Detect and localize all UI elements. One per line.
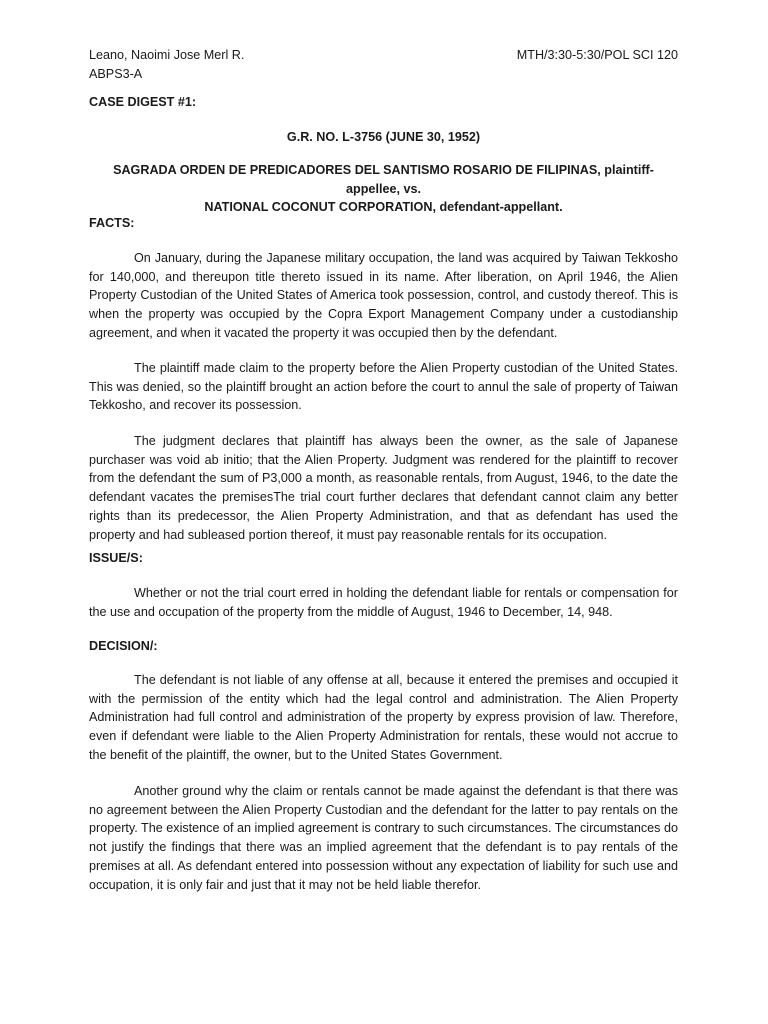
decision-paragraph: The defendant is not liable of any offense at all, because it entered the premises and occupied it with the permission of the entity which had the legal control and administration. The Alien Property Administration had full control and administration of the property by express provision of law. Therefore, even if defendant were liable to the Alien Property Administration for rentals, these would not accrue to the benefit of the plaintiff, the owner, but to the United States Government. (89, 673, 678, 762)
plaintiff-name: SAGRADA ORDEN DE PREDICADORES DEL SANTISMO ROSARIO DE FILIPINAS, (113, 163, 601, 177)
digest-label: CASE DIGEST #1: (89, 95, 197, 109)
class-schedule: MTH/3:30-5:30/POL SCI 120 (516, 48, 678, 62)
facts-heading: FACTS: (89, 216, 135, 230)
facts-paragraph: On January, during the Japanese military occupation, the land was acquired by Taiwan Tekkosho for 140,000, and thereupon title thereto issued in its name. After liberation, on April 1946, the Alien Property Custodian of the United States of America took possession, control, and custody thereof. This is when the property was occupied by the Copra Export Management Company under a custodianship agreement, and when it vacated the property it was occupied then by the defendant. (89, 251, 678, 340)
plaintiff-role: plaintiff-appellee, vs. (346, 163, 654, 196)
case-number: G.R. NO. L-3756 (JUNE 30, 1952) (286, 130, 481, 144)
facts-paragraph: The judgment declares that plaintiff has always been the owner, as the sale of Japanese purchaser was void ab initio; that the Alien Property. Judgment was rendered for the plaintiff to recover from the defendant the sum of P3,000 a month, as reasonable rentals, from August, 1946, to the date the defendant vacates the premisesThe trial court further declares that defendant cannot claim any better rights than its predecessor, the Alien Property Administration, and that as defendant has used the property and had subleased portion thereof, it must pay reasonable rentals for its occupation. (89, 434, 678, 542)
author-name: Leano, Naoimi Jose Merl R. (89, 48, 245, 62)
decision-heading: DECISION/: (89, 639, 158, 653)
section-code: ABPS3-A (89, 67, 143, 81)
defendant-role: defendant-appellant. (435, 200, 563, 215)
defendant-name: NATIONAL COCONUT CORPORATION, (204, 200, 436, 215)
decision-paragraph: Another ground why the claim or rentals cannot be made against the defendant is that there was no agreement between the Alien Property Custodian and the defendant for the latter to pay rentals on the property. The existence of an implied agreement is contrary to such circumstances. The circumstances do not justify the findings that there was an implied agreement that the defendant is to pay rentals of the premises at all. As defendant entered into possession without any expectation of liability for such use and occupation, it is only fair and just that it may not be held liable therefor. (89, 784, 678, 892)
issues-paragraph: Whether or not the trial court erred in holding the defendant liable for rentals or compensation for the use and occupation of the property from the middle of August, 1946 to December, 14, 948. (89, 586, 678, 619)
case-title (89, 161, 678, 217)
facts-paragraph: The plaintiff made claim to the property before the Alien Property custodian of the United States. This was denied, so the plaintiff brought an action before the court to annul the sale of property of Taiwan Tekkosho, and recover its possession. (89, 361, 678, 413)
issues-heading: ISSUE/S: (89, 551, 143, 565)
